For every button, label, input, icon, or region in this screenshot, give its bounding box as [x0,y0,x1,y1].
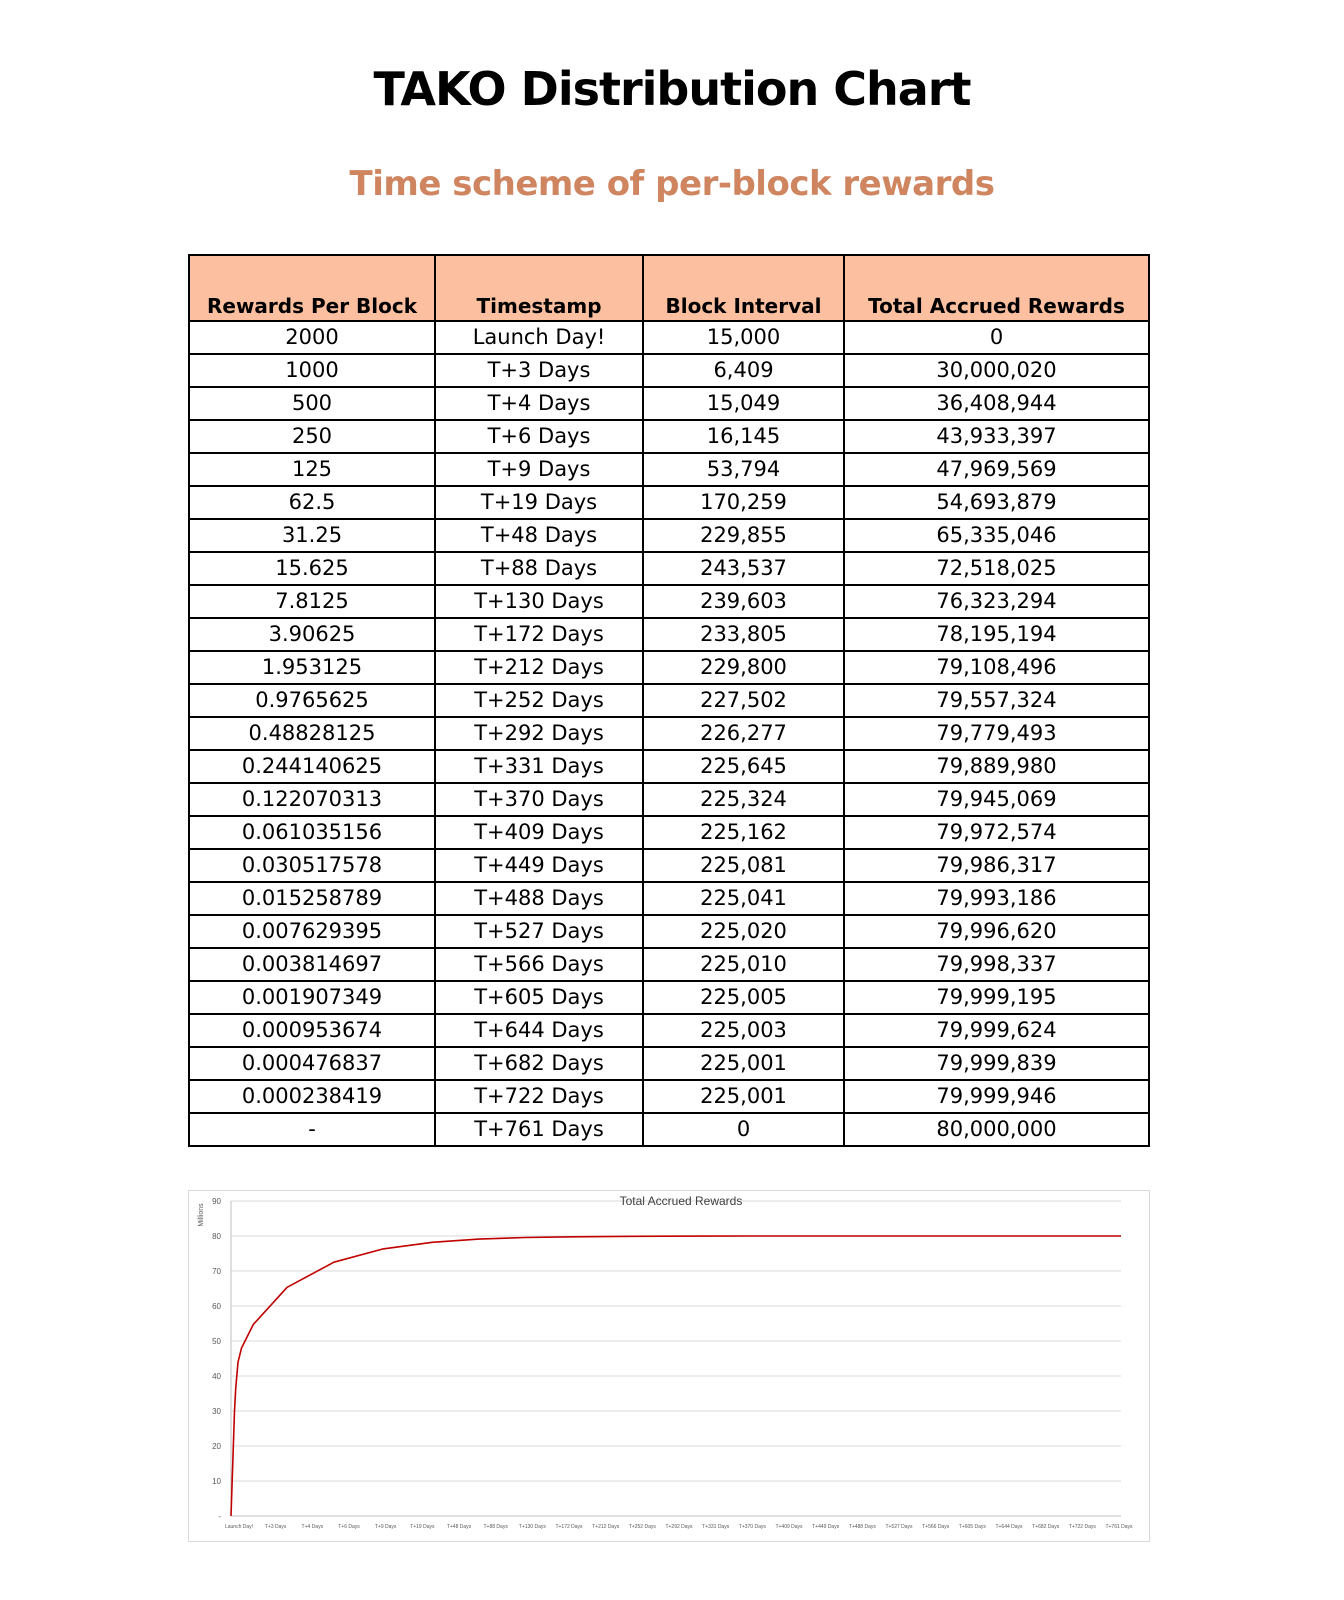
table-body [189,321,1149,1146]
rewards-per-block-cell: 125 [189,453,435,486]
block-interval-cell: 225,162 [643,816,844,849]
block-interval-cell: 225,010 [643,948,844,981]
x-tick-label: T+292 Days [665,1524,693,1530]
total-accrued-rewards-cell: 79,993,186 [844,882,1149,915]
block-interval-cell: 233,805 [643,618,844,651]
rewards-per-block-cell: 7.8125 [189,585,435,618]
header-total-accrued-rewards: Total Accrued Rewards [844,255,1149,321]
rewards-per-block-cell: 0.001907349 [189,981,435,1014]
block-interval-cell: 229,800 [643,651,844,684]
timestamp-cell: T+644 Days [435,1014,643,1047]
x-tick-label: T+252 Days [628,1524,656,1530]
block-interval-cell: 239,603 [643,585,844,618]
rewards-per-block-cell: 1000 [189,354,435,387]
timestamp-cell: T+722 Days [435,1080,643,1113]
rewards-per-block-cell: 0.244140625 [189,750,435,783]
table-row [189,519,1149,552]
total-accrued-rewards-cell: 79,998,337 [844,948,1149,981]
x-tick-label: T+6 Days [338,1524,360,1530]
rewards-per-block-cell: 1.953125 [189,651,435,684]
timestamp-cell: T+212 Days [435,651,643,684]
table-row [189,651,1149,684]
x-tick-label: T+331 Days [702,1524,730,1530]
total-accrued-rewards-cell: 78,195,194 [844,618,1149,651]
total-accrued-rewards-cell: 79,999,946 [844,1080,1149,1113]
total-accrued-rewards-cell: 76,323,294 [844,585,1149,618]
table-row [189,552,1149,585]
x-tick-label: T+682 Days [1032,1524,1060,1530]
y-tick-label: 80 [212,1232,221,1241]
x-tick-label: T+488 Days [848,1524,876,1530]
table-row [189,1014,1149,1047]
rewards-per-block-cell: 3.90625 [189,618,435,651]
x-tick-label: T+566 Days [922,1524,950,1530]
table-row [189,354,1149,387]
block-interval-cell: 15,049 [643,387,844,420]
table-header-row [189,255,1149,321]
table-row [189,486,1149,519]
total-accrued-rewards-cell: 79,986,317 [844,849,1149,882]
timestamp-cell: T+409 Days [435,816,643,849]
x-tick-label: T+212 Days [592,1524,620,1530]
block-interval-cell: 53,794 [643,453,844,486]
timestamp-cell: T+48 Days [435,519,643,552]
timestamp-cell: T+19 Days [435,486,643,519]
block-interval-cell: 225,081 [643,849,844,882]
x-tick-label: T+722 Days [1068,1524,1096,1530]
y-tick-label: 30 [212,1407,221,1416]
block-interval-cell: 16,145 [643,420,844,453]
rewards-per-block-cell: 0.122070313 [189,783,435,816]
timestamp-cell: T+130 Days [435,585,643,618]
total-accrued-rewards-cell: 72,518,025 [844,552,1149,585]
rewards-per-block-cell: 0.003814697 [189,948,435,981]
block-interval-cell: 225,001 [643,1047,844,1080]
total-accrued-rewards-cell: 79,972,574 [844,816,1149,849]
accrued-rewards-chart [188,1190,1150,1542]
x-tick-label: T+4 Days [301,1524,324,1530]
x-tick-label: T+19 Days [410,1524,435,1530]
total-accrued-rewards-cell: 65,335,046 [844,519,1149,552]
block-interval-cell: 243,537 [643,552,844,585]
rewards-per-block-cell: 0.061035156 [189,816,435,849]
block-interval-cell: 226,277 [643,717,844,750]
block-interval-cell: 225,041 [643,882,844,915]
y-tick-label: 90 [212,1197,221,1206]
rewards-per-block-cell: 500 [189,387,435,420]
rewards-per-block-cell: 0.007629395 [189,915,435,948]
total-accrued-rewards-cell: 79,108,496 [844,651,1149,684]
block-interval-cell: 15,000 [643,321,844,354]
total-accrued-rewards-cell: 79,999,624 [844,1014,1149,1047]
page-subtitle: Time scheme of per-block rewards [349,164,995,204]
total-accrued-rewards-cell: 54,693,879 [844,486,1149,519]
y-tick-label: 10 [212,1477,221,1486]
table-row [189,387,1149,420]
total-accrued-rewards-cell: 79,999,195 [844,981,1149,1014]
y-axis-label: Millions [198,1203,205,1227]
rewards-per-block-cell: 2000 [189,321,435,354]
timestamp-cell: T+331 Days [435,750,643,783]
x-tick-label: T+3 Days [264,1524,287,1530]
block-interval-cell: 225,001 [643,1080,844,1113]
distribution-table [188,254,1150,1147]
timestamp-cell: T+6 Days [435,420,643,453]
timestamp-cell: T+9 Days [435,453,643,486]
y-tick-label: 70 [212,1267,221,1276]
total-accrued-rewards-cell: 47,969,569 [844,453,1149,486]
block-interval-cell: 227,502 [643,684,844,717]
rewards-per-block-cell: 0.000476837 [189,1047,435,1080]
x-tick-label: T+761 Days [1105,1524,1133,1530]
table-row [189,717,1149,750]
total-accrued-rewards-cell: 0 [844,321,1149,354]
total-accrued-rewards-cell: 79,945,069 [844,783,1149,816]
block-interval-cell: 6,409 [643,354,844,387]
x-tick-label: T+48 Days [446,1524,472,1530]
header-block-interval: Block Interval [643,255,844,321]
total-accrued-rewards-cell: 36,408,944 [844,387,1149,420]
table-row [189,1047,1149,1080]
x-tick-label: Launch Day! [224,1524,254,1530]
timestamp-cell: T+761 Days [435,1113,643,1146]
table-row [189,750,1149,783]
table-row [189,981,1149,1014]
chart-svg [189,1191,1149,1541]
timestamp-cell: T+488 Days [435,882,643,915]
table-row [189,783,1149,816]
total-accrued-rewards-cell: 79,557,324 [844,684,1149,717]
total-accrued-rewards-cell: 79,889,980 [844,750,1149,783]
table-row [189,585,1149,618]
rewards-per-block-cell: 0.000953674 [189,1014,435,1047]
x-tick-label: T+88 Days [483,1524,508,1530]
timestamp-cell: T+605 Days [435,981,643,1014]
total-accrued-rewards-cell: 80,000,000 [844,1113,1149,1146]
x-tick-label: T+409 Days [775,1524,803,1530]
rewards-per-block-cell: 0.48828125 [189,717,435,750]
block-interval-cell: 229,855 [643,519,844,552]
rewards-per-block-cell: 250 [189,420,435,453]
rewards-per-block-cell: 0.9765625 [189,684,435,717]
chart-title: Total Accrued Rewards [619,1194,743,1208]
rewards-per-block-cell: 0.015258789 [189,882,435,915]
x-tick-label: T+449 Days [812,1524,840,1530]
table-row [189,948,1149,981]
total-accrued-rewards-cell: 79,996,620 [844,915,1149,948]
x-tick-label: T+130 Days [518,1524,546,1530]
block-interval-cell: 170,259 [643,486,844,519]
timestamp-cell: T+4 Days [435,387,643,420]
timestamp-cell: T+172 Days [435,618,643,651]
rewards-per-block-cell: - [189,1113,435,1146]
table-row [189,882,1149,915]
page-title: TAKO Distribution Chart [373,62,971,116]
rewards-per-block-cell: 0.000238419 [189,1080,435,1113]
y-tick-label: 50 [212,1337,221,1346]
table-row [189,1080,1149,1113]
timestamp-cell: T+566 Days [435,948,643,981]
rewards-per-block-cell: 62.5 [189,486,435,519]
timestamp-cell: Launch Day! [435,321,643,354]
timestamp-cell: T+527 Days [435,915,643,948]
y-tick-label: 40 [212,1372,221,1381]
block-interval-cell: 225,005 [643,981,844,1014]
block-interval-cell: 225,020 [643,915,844,948]
y-tick-label: - [218,1512,221,1521]
table-row [189,1113,1149,1146]
total-accrued-rewards-cell: 30,000,020 [844,354,1149,387]
rewards-per-block-cell: 15.625 [189,552,435,585]
table-row [189,915,1149,948]
table-row [189,618,1149,651]
block-interval-cell: 225,003 [643,1014,844,1047]
timestamp-cell: T+449 Days [435,849,643,882]
y-tick-label: 20 [212,1442,221,1451]
timestamp-cell: T+252 Days [435,684,643,717]
table-row [189,453,1149,486]
timestamp-cell: T+3 Days [435,354,643,387]
x-tick-label: T+172 Days [555,1524,583,1530]
x-tick-label: T+527 Days [885,1524,913,1530]
block-interval-cell: 225,645 [643,750,844,783]
table-row [189,321,1149,354]
y-tick-label: 60 [212,1302,221,1311]
x-tick-label: T+370 Days [738,1524,766,1530]
x-tick-label: T+605 Days [958,1524,986,1530]
table-row [189,849,1149,882]
timestamp-cell: T+682 Days [435,1047,643,1080]
block-interval-cell: 225,324 [643,783,844,816]
rewards-per-block-cell: 31.25 [189,519,435,552]
total-accrued-rewards-cell: 43,933,397 [844,420,1149,453]
rewards-per-block-cell: 0.030517578 [189,849,435,882]
timestamp-cell: T+292 Days [435,717,643,750]
table-row [189,816,1149,849]
x-tick-label: T+9 Days [374,1524,397,1530]
table-row [189,684,1149,717]
total-accrued-rewards-cell: 79,999,839 [844,1047,1149,1080]
header-rewards-per-block: Rewards Per Block [189,255,435,321]
table-row [189,420,1149,453]
block-interval-cell: 0 [643,1113,844,1146]
header-timestamp: Timestamp [435,255,643,321]
total-accrued-rewards-cell: 79,779,493 [844,717,1149,750]
timestamp-cell: T+370 Days [435,783,643,816]
timestamp-cell: T+88 Days [435,552,643,585]
x-tick-label: T+644 Days [995,1524,1023,1530]
